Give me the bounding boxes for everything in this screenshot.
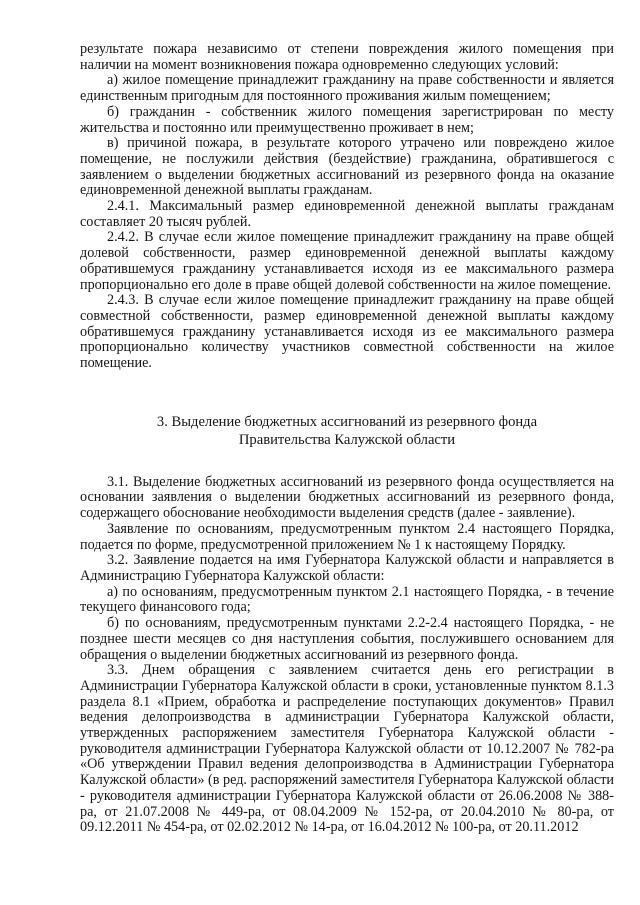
paragraph-3-1: 3.1. Выделение бюджетных ассигнований из резервного фонда осуществляется на основании заявления о выделении бюджетных ассигнований из резервного фонда, содержащего обоснование необходимости выделения средств (далее - заявление). xyxy=(80,473,614,522)
intro-paragraph: результате пожара независимо от степени повреждения жилого помещения при наличии на момент возникновения пожара одновременно следующих условий: xyxy=(80,41,614,73)
paragraph-3-3: 3.3. Днем обращения с заявлением считается день его регистрации в Администрации Губернатора Калужской области в сроки, установленные пунктом 8.1.3 раздела 8.1 «Прием, обработка и распределение поступающих документов» Правил ведения делопроизводства в администрации Губернатора Калужской области, утвержденных распоряжением заместителя Губернатора Калужской области - руководителя администрации Губернатора Калужской области от 10.12.2007 № 782-ра «Об утверждении Правил ведения делопроизводства в Администрации Губернатора Калужской области» (в ред. распоряжений заместителя Губернатора Калужской области - руководителя администрации Губернатора Калужской области от 26.06.2008 № 388-ра, от 21.07.2008 № 449-ра, от 08.04.2009 № 152-ра, от 20.04.2010 № 80-ра, от 09.12.2011 № 454-ра, от 02.02.2012 № 14-ра, от 16.04.2012 № 100-ра, от 20.11.2012 xyxy=(80,662,614,836)
paragraph-2-4-3: 2.4.3. В случае если жилое помещение принадлежит гражданину на праве общей совместной собственности, размер единовременной денежной выплаты каждому обратившемуся гражданину устанавливается исходя из ее максимального размера пропорционально количеству участников совместной собственности на жилое помещение. xyxy=(80,292,614,372)
paragraph-3-2-b: б) по основаниям, предусмотренным пунктами 2.2-2.4 настоящего Порядка, - не позднее шести месяцев со дня наступления события, послужившего основанием для обращения о выделении бюджетных ассигнований из резервного фонда. xyxy=(80,615,614,663)
section-title-line-1: 3. Выделение бюджетных ассигнований из резервного фонда xyxy=(156,413,538,430)
paragraph-3-2: 3.2. Заявление подается на имя Губернатора Калужской области и направляется в Администрацию Губернатора Калужской области: xyxy=(80,552,614,584)
section-title xyxy=(80,413,614,449)
paragraph-3-2-a: а) по основаниям, предусмотренным пунктом 2.1 настоящего Порядка, - в течение текущего финансового года; xyxy=(80,583,614,616)
condition-v: в) причиной пожара, в результате которого утрачено или повреждено жилое помещение, не послужили действия (бездействие) гражданина, обратившегося с заявлением о выделении бюджетных ассигнований из резервного фонда на оказание единовременной денежной выплаты гражданам. xyxy=(80,135,614,199)
paragraph-zayavlenie: Заявление по основаниям, предусмотренным пунктом 2.4 настоящего Порядка, подается по форме, предусмотренной приложением № 1 к настоящему Порядку. xyxy=(80,520,614,553)
paragraph-2-4-1: 2.4.1. Максимальный размер единовременной денежной выплаты гражданам составляет 20 тысяч рублей. xyxy=(80,198,614,230)
condition-a: а) жилое помещение принадлежит гражданину на праве собственности и является единственным пригодным для постоянного проживания жилым помещением; xyxy=(80,72,614,105)
paragraph-2-4-2: 2.4.2. В случае если жилое помещение принадлежит гражданину на праве общей долевой собственности, размер единовременной денежной выплаты каждому обратившемуся гражданину устанавливается исходя из ее максимального размера пропорционально его доле в праве общей долевой собственности на жилое помещение. xyxy=(80,229,614,293)
condition-b: б) гражданин - собственник жилого помещения зарегистрирован по месту жительства и постоянно или преимущественно проживает в нем; xyxy=(80,103,614,136)
document-page xyxy=(80,42,614,836)
section-title-line-2: Правительства Калужской области xyxy=(238,431,456,448)
